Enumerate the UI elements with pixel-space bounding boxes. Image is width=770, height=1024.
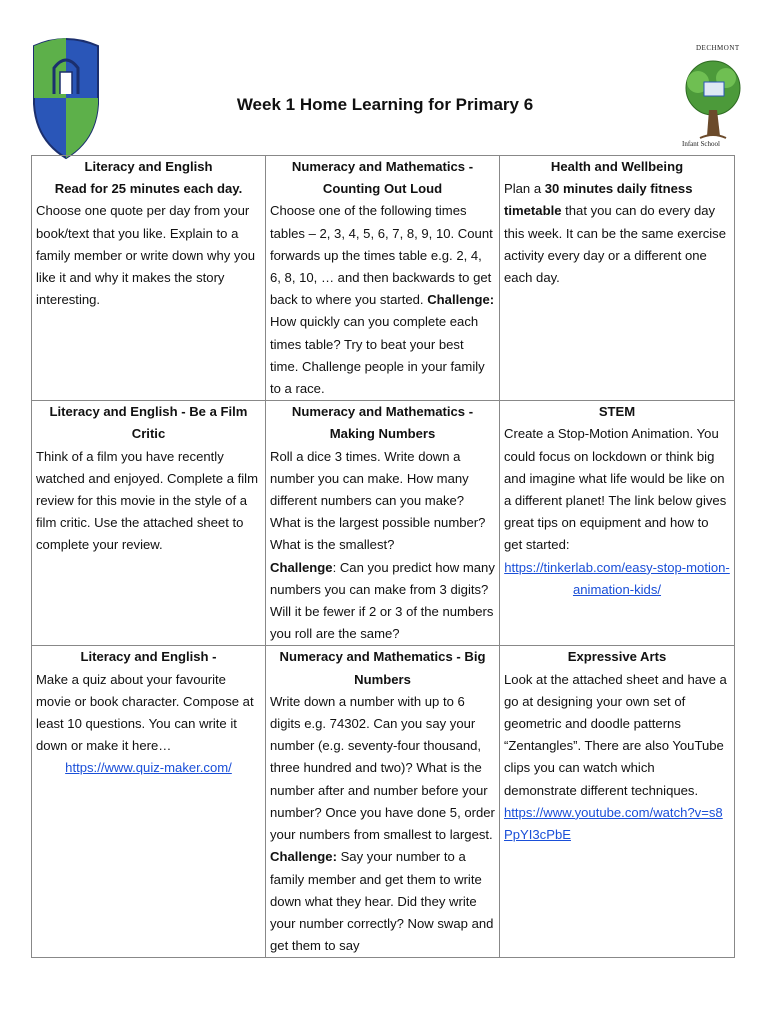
cell-body-challenge: How quickly can you complete each times table? Try to beat your best time. Challenge people in your family to a race. <box>270 314 485 397</box>
cell-heading: Numeracy and Mathematics - Making Numbers <box>291 404 474 442</box>
cell-body: Look at the attached sheet and have a go at designing your own set of geometric and doodle patterns “Zentangles”. There are also YouTube clips you can watch which demonstrate different techniques. <box>504 671 727 798</box>
stem-link[interactable]: https://tinkerlab.com/easy-stop-motion-animation-kids/ <box>504 559 730 597</box>
cell-heading: Expressive Arts <box>567 649 667 665</box>
cell-body-rest: that you can do every day this week. It can be the same exercise activity every day or a different one each day. <box>504 203 726 286</box>
page-title: Week 1 Home Learning for Primary 6 <box>236 95 534 114</box>
cell-body-challenge: : Can you predict how many numbers you can make from 3 digits? Will it be fewer if 2 or 3 of the numbers you roll are the same? <box>270 559 495 642</box>
youtube-link[interactable]: https://www.youtube.com/watch?v=s8PpYI3cPbE <box>504 804 723 843</box>
cell-health-wellbeing <box>500 156 735 401</box>
cell-literacy-quiz <box>32 646 266 958</box>
cell-bold-text: 30 minutes daily fitness timetable <box>504 181 693 219</box>
learning-grid <box>31 155 735 958</box>
cell-heading: Numeracy and Mathematics - Big Numbers <box>279 649 486 687</box>
cell-body: Choose one quote per day from your book/text that you like. Explain to a family member or write down why you like it and why it makes the story interesting. <box>36 203 256 308</box>
cell-body: Make a quiz about your favourite movie or book character. Compose at least 10 questions. You can write it down or make it here… <box>36 671 254 754</box>
cell-heading: STEM <box>598 404 636 420</box>
cell-numeracy-big-numbers <box>266 646 500 958</box>
challenge-label: Challenge: <box>427 292 495 308</box>
logo-bottom-text: Infant School <box>682 140 720 148</box>
cell-body: Create a Stop-Motion Animation. You could focus on lockdown or think big and imagine what life would be like on a different planet! The link below gives great tips on equipment and how to get started: <box>504 426 727 553</box>
logo-top-text: DECHMONT <box>696 44 740 52</box>
challenge-label: Challenge <box>270 559 333 575</box>
cell-heading: Literacy and English - Be a Film Critic <box>49 404 248 442</box>
cell-literacy-reading <box>32 156 266 401</box>
cell-body: Roll a dice 3 times. Write down a number you can make. How many different numbers can you make? What is the largest possible number? What is the smallest? <box>270 448 486 553</box>
quiz-maker-link[interactable]: https://www.quiz-maker.com/ <box>65 760 232 776</box>
cell-heading: Health and Wellbeing <box>550 159 684 174</box>
cell-stem <box>500 401 735 646</box>
cell-heading: Literacy and English - <box>80 649 217 665</box>
cell-body: Write down a number with up to 6 digits e.g. 74302. Can you say your number (e.g. seventy-four thousand, three hundred and two)? What is the number after and number before your number? Once you have done 5, order your numbers from smallest to largest. <box>270 693 495 843</box>
cell-body: Choose one of the following times tables – 2, 3, 4, 5, 6, 7, 8, 9, 10. Count forwards up the times table e.g. 2, 4, 6, 8, 10, … and then backwards to get back to where you started. <box>270 203 493 308</box>
cell-literacy-film-critic <box>32 401 266 646</box>
cell-numeracy-counting <box>266 156 500 401</box>
cell-heading: Literacy and English <box>84 159 213 174</box>
cell-body: Plan a <box>504 181 545 197</box>
cell-heading: Numeracy and Mathematics - Counting Out Loud <box>291 159 474 197</box>
cell-subheading: Read for 25 minutes each day. <box>54 181 243 197</box>
cell-body: Think of a film you have recently watched and enjoyed. Complete a film review for this movie in the style of a film critic. Use the attached sheet to complete your review. <box>36 448 258 553</box>
cell-expressive-arts <box>500 646 735 958</box>
cell-body-challenge: Say your number to a family member and get them to write down what they hear. Did they write your number correctly? Now swap and get them to say <box>270 849 494 954</box>
cell-numeracy-making-numbers <box>266 401 500 646</box>
challenge-label: Challenge: <box>270 849 337 865</box>
